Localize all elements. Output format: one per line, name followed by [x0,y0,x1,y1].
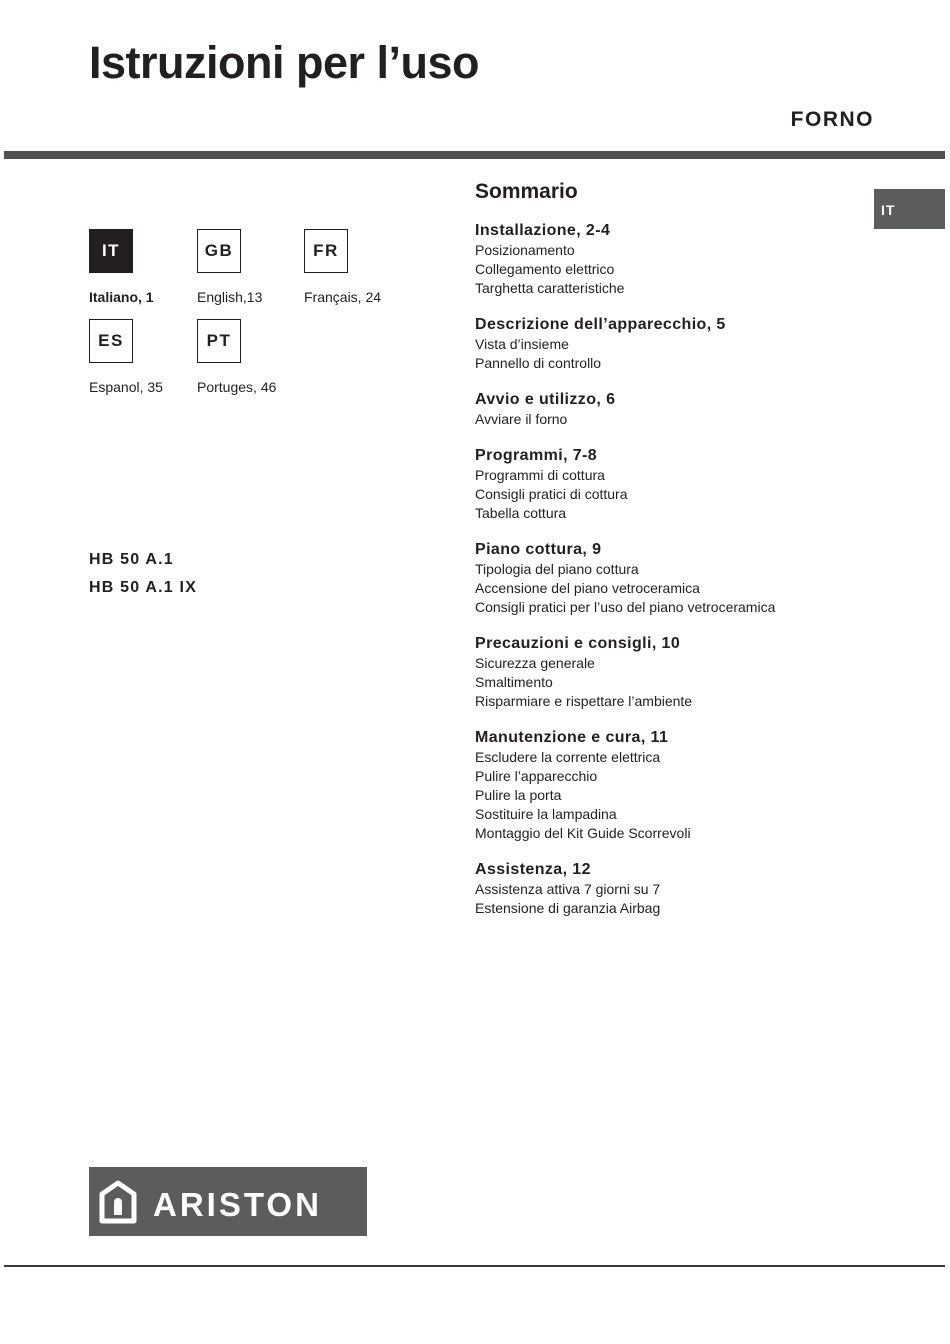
toc-section [475,540,855,617]
language-tab: IT [874,189,945,229]
language-it[interactable] [89,229,194,305]
toc-title: Sommario [475,180,578,203]
top-divider [4,151,945,159]
toc-section [475,390,855,429]
bottom-divider [4,1265,945,1267]
table-of-contents [475,221,855,935]
toc-item[interactable]: Tipologia del piano cottura [475,561,639,577]
toc-item[interactable]: Posizionamento [475,242,575,258]
toc-item[interactable]: Pannello di controllo [475,355,602,371]
toc-item[interactable]: Pulire l’apparecchio [475,768,598,784]
toc-heading[interactable]: Assistenza, 12 [475,861,591,878]
toc-item[interactable]: Tabella cottura [475,505,567,521]
toc-section [475,860,855,918]
language-label: Portuges, 46 [197,379,277,395]
language-gb[interactable] [197,229,302,305]
toc-item[interactable]: Pulire la porta [475,787,562,803]
model-number: HB 50 A.1 IX [89,579,198,596]
toc-item[interactable]: Programmi di cottura [475,467,605,483]
toc-item[interactable]: Estensione di garanzia Airbag [475,900,661,916]
house-icon [99,1180,137,1224]
toc-section [475,315,855,373]
language-label: English,13 [197,289,263,305]
toc-item[interactable]: Targhetta caratteristiche [475,280,625,296]
toc-item[interactable]: Accensione del piano vetroceramica [475,580,700,596]
toc-heading[interactable]: Descrizione dell’apparecchio, 5 [475,316,726,333]
language-pt[interactable] [197,319,302,395]
toc-heading[interactable]: Manutenzione e cura, 11 [475,729,669,746]
toc-item[interactable]: Consigli pratici di cottura [475,486,628,502]
toc-heading[interactable]: Avvio e utilizzo, 6 [475,391,616,408]
toc-item[interactable]: Montaggio del Kit Guide Scorrevoli [475,825,691,841]
toc-section [475,221,855,298]
product-type: FORNO [790,108,874,131]
language-label: Italiano, 1 [89,289,154,305]
language-es[interactable] [89,319,194,395]
page-title: Istruzioni per l’uso [89,37,480,88]
toc-item[interactable]: Sostituire la lampadina [475,806,617,822]
language-label: Français, 24 [304,289,382,305]
brand-name: ARISTON [153,1185,322,1223]
ariston-logo [89,1167,367,1236]
language-fr[interactable] [304,229,409,305]
model-number: HB 50 A.1 [89,551,174,568]
toc-section [475,634,855,711]
language-code: IT [89,229,133,273]
toc-heading[interactable]: Piano cottura, 9 [475,541,602,558]
toc-item[interactable]: Risparmiare e rispettare l’ambiente [475,693,693,709]
toc-item[interactable]: Collegamento elettrico [475,261,615,277]
toc-heading[interactable]: Programmi, 7-8 [475,447,598,464]
toc-section [475,446,855,523]
language-code: GB [197,229,241,273]
toc-section [475,728,855,843]
toc-item[interactable]: Assistenza attiva 7 giorni su 7 [475,881,661,897]
language-code: ES [89,319,133,363]
toc-heading[interactable]: Installazione, 2-4 [475,222,611,239]
toc-heading[interactable]: Precauzioni e consigli, 10 [475,635,681,652]
language-label: Espanol, 35 [89,379,163,395]
language-code: FR [304,229,348,273]
toc-item[interactable]: Avviare il forno [475,411,568,427]
language-code: PT [197,319,241,363]
toc-item[interactable]: Escludere la corrente elettrica [475,749,661,765]
toc-item[interactable]: Smaltimento [475,674,553,690]
toc-item[interactable]: Sicurezza generale [475,655,595,671]
toc-item[interactable]: Vista d’insieme [475,336,569,352]
toc-item[interactable]: Consigli pratici per l’uso del piano vetroceramica [475,599,776,615]
